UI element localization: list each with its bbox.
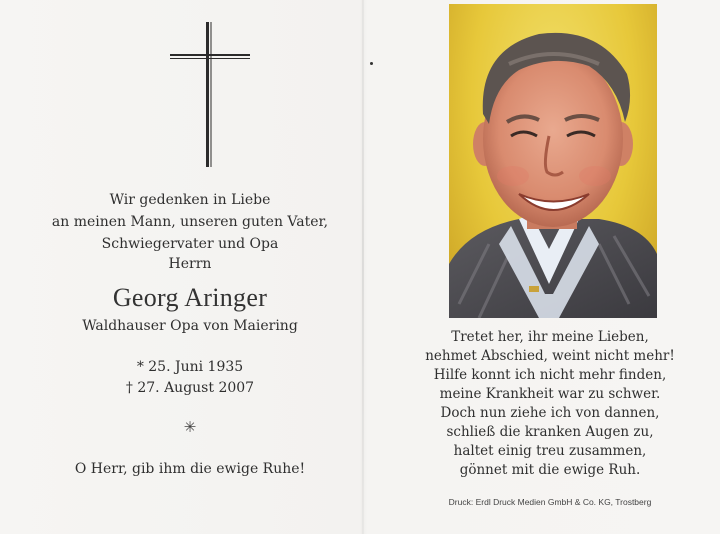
separator-icon: ✳ [183, 418, 197, 436]
deceased-name: Georg Aringer [112, 283, 268, 312]
poem-line-4: meine Krankheit war zu schwer. [439, 386, 661, 402]
intro-line-2: an meinen Mann, unseren guten Vater, [51, 214, 329, 230]
birth-date: * 25. Juni 1935 [136, 359, 244, 375]
portrait-photo [449, 4, 657, 318]
card-fold [362, 0, 364, 534]
intro-line-4: Herrn [168, 256, 212, 272]
cross-icon [170, 22, 250, 167]
poem-line-3: Hilfe konnt ich nicht mehr finden, [433, 367, 667, 383]
deceased-nickname: Waldhauser Opa von Maiering [82, 318, 298, 334]
intro-line-1: Wir gedenken in Liebe [109, 192, 271, 208]
poem-line-7: haltet einig treu zusammen, [453, 443, 647, 459]
paper-speck [370, 62, 373, 65]
prayer-line: O Herr, gib ihm die ewige Ruhe! [74, 461, 306, 477]
poem-line-1: Tretet her, ihr meine Lieben, [451, 329, 649, 345]
portrait-illustration [449, 4, 657, 318]
poem-line-5: Doch nun ziehe ich von dannen, [440, 405, 660, 421]
death-date: † 27. August 2007 [125, 380, 255, 396]
intro-line-3: Schwiegervater und Opa [101, 236, 279, 252]
printer-credit: Druck: Erdl Druck Medien GmbH & Co. KG, Trostberg [448, 497, 652, 507]
left-panel [40, 0, 340, 534]
poem-line-2: nehmet Abschied, weint nicht mehr! [425, 348, 675, 364]
poem-line-6: schließ die kranken Augen zu, [446, 424, 654, 440]
poem-line-8: gönnet mit die ewige Ruh. [459, 462, 641, 478]
